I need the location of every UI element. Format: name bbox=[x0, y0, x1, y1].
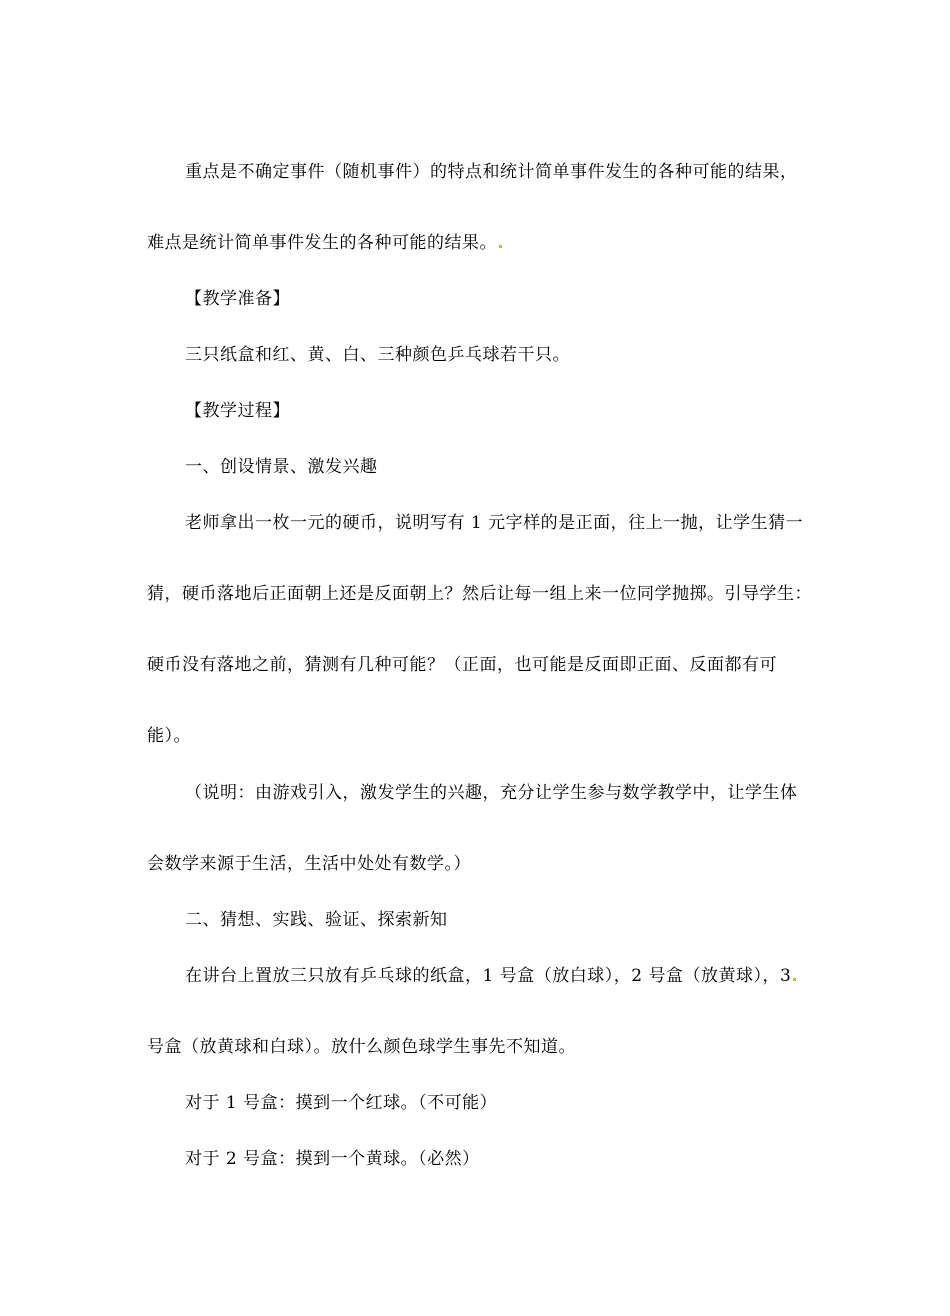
subsection-heading bbox=[185, 455, 378, 479]
paragraph-line bbox=[147, 724, 191, 748]
line-text: 三只纸盒和红、黄、白、三种颜色乒乓球若干只。 bbox=[185, 345, 570, 365]
paragraph-line bbox=[185, 1147, 480, 1171]
paragraph-line bbox=[147, 231, 502, 255]
paragraph-line bbox=[185, 160, 798, 184]
section-heading-process bbox=[185, 399, 290, 423]
paragraph-line bbox=[185, 343, 570, 367]
heading-text: 【教学准备】 bbox=[185, 289, 290, 309]
line-text: （说明：由游戏引入，激发学生的兴趣，充分让学生参与数学教学中，让学生体 bbox=[185, 783, 798, 803]
paragraph-line bbox=[185, 964, 796, 988]
heading-text: 一、创设情景、激发兴趣 bbox=[185, 457, 378, 477]
marker-dot bbox=[793, 978, 796, 981]
line-text: 能）。 bbox=[147, 726, 191, 746]
line-text: 号盒（放黄球和白球）。放什么颜色球学生事先不知道。 bbox=[147, 1037, 576, 1057]
paragraph-line bbox=[147, 852, 471, 876]
paragraph-line bbox=[147, 1035, 576, 1059]
paragraph-line bbox=[147, 582, 812, 606]
line-text: 会数学来源于生活，生活中处处有数学。） bbox=[147, 854, 471, 874]
line-text: 在讲台上置放三只放有乒乓球的纸盒，1 号盒（放白球），2 号盒（放黄球），3 bbox=[185, 966, 792, 986]
subsection-heading bbox=[185, 908, 448, 932]
paragraph-line bbox=[147, 653, 777, 677]
line-text: 重点是不确定事件（随机事件）的特点和统计简单事件发生的各种可能的结果， bbox=[185, 162, 798, 182]
line-text: 难点是统计简单事件发生的各种可能的结果。 bbox=[147, 233, 497, 253]
heading-text: 二、猜想、实践、验证、探索新知 bbox=[185, 910, 448, 930]
paragraph-line bbox=[185, 511, 803, 535]
section-heading-preparation bbox=[185, 287, 290, 311]
line-text: 对于 2 号盒：摸到一个黄球。（必然） bbox=[185, 1149, 480, 1169]
paragraph-line bbox=[185, 1091, 497, 1115]
heading-text: 【教学过程】 bbox=[185, 401, 290, 421]
line-text: 对于 1 号盒：摸到一个红球。（不可能） bbox=[185, 1093, 498, 1113]
paragraph-line bbox=[185, 781, 798, 805]
line-text: 老师拿出一枚一元的硬币，说明写有 1 元字样的是正面，往上一抛，让学生猜一 bbox=[185, 513, 804, 533]
line-text: 猜，硬币落地后正面朝上还是反面朝上？然后让每一组上来一位同学抛掷。引导学生： bbox=[147, 584, 812, 604]
line-text: 硬币没有落地之前，猜测有几种可能？（正面，也可能是反面即正面、反面都有可 bbox=[147, 655, 777, 675]
marker-dot bbox=[499, 245, 502, 248]
